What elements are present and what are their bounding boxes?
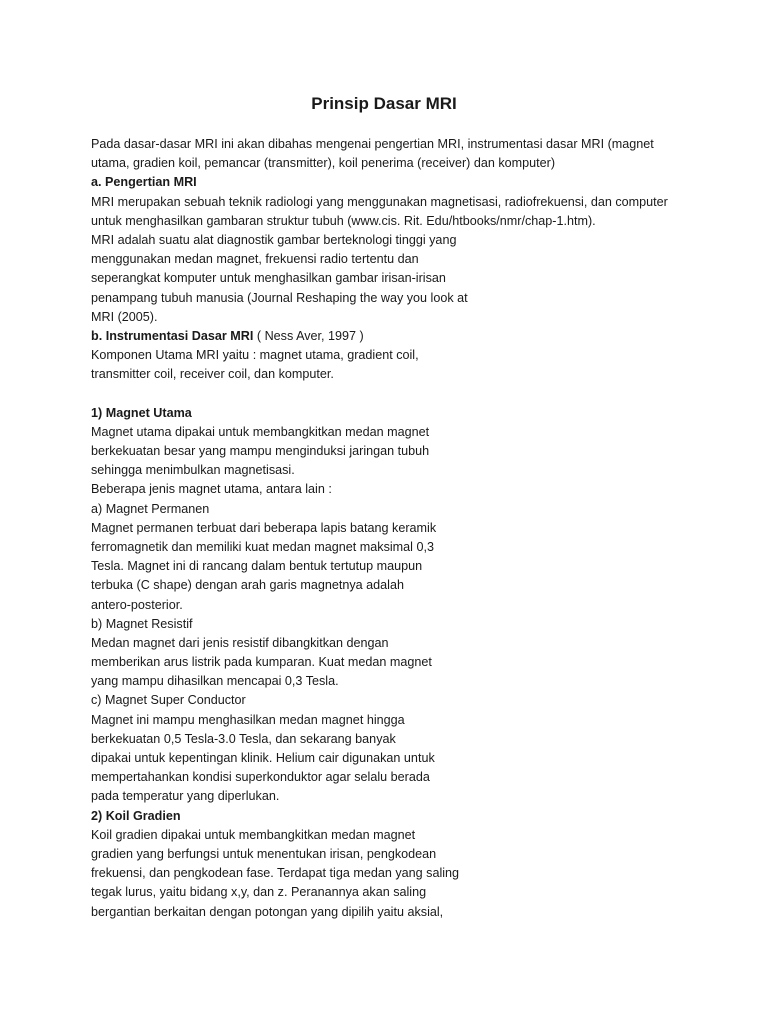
section-b-line: transmitter coil, receiver coil, dan komputer. [91, 367, 334, 382]
section-2-line: frekuensi, dan pengkodean fase. Terdapat tiga medan yang saling [91, 866, 460, 881]
document-title: Prinsip Dasar MRI [311, 94, 457, 113]
section-b-heading: b. Instrumentasi Dasar MRI [91, 328, 254, 343]
section-2-heading: 2) Koil Gradien [91, 808, 181, 823]
section-a-line: MRI (2005). [91, 309, 158, 324]
section-1-line: a) Magnet Permanen [91, 501, 210, 516]
section-a-line: MRI adalah suatu alat diagnostik gambar berteknologi tinggi yang [91, 232, 457, 247]
section-1-line: berkekuatan besar yang mampu menginduksi jaringan tubuh [91, 444, 430, 458]
section-1-line: Beberapa jenis magnet utama, antara lain : [91, 482, 332, 497]
paragraph-gap [91, 384, 731, 403]
section-a-line: untuk menghasilkan gambaran struktur tubuh (www.cis. Rit. Edu/htbooks/nmr/chap-1.htm). [91, 213, 596, 228]
section-b-heading-line [91, 327, 731, 346]
section-1-line: yang mampu dihasilkan mencapai 0,3 Tesla. [91, 674, 339, 689]
section-1-heading: 1) Magnet Utama [91, 405, 192, 420]
section-1-line: antero-posterior. [91, 597, 183, 612]
section-1-line: pada temperatur yang diperlukan. [91, 789, 280, 804]
intro-line: utama, gradien koil, pemancar (transmitter), koil penerima (receiver) dan komputer) [91, 156, 556, 171]
section-1-line: memberikan arus listrik pada kumparan. Kuat medan magnet [91, 655, 432, 670]
section-1-line: Magnet permanen terbuat dari beberapa lapis batang keramik [91, 520, 437, 535]
section-a-heading: a. Pengertian MRI [91, 175, 197, 190]
section-2-line: tegak lurus, yaitu bidang x,y, dan z. Peranannya akan saling [91, 885, 427, 900]
section-1-line: mempertahankan kondisi superkonduktor agar selalu berada [91, 770, 430, 785]
section-1-line: ferromagnetik dan memiliki kuat medan magnet maksimal 0,3 [91, 539, 434, 554]
section-2-line: bergantian berkaitan dengan potongan yang dipilih yaitu aksial, [91, 904, 444, 919]
section-a-line: menggunakan medan magnet, frekuensi radio tertentu dan [91, 252, 419, 267]
section-1-line: sehingga menimbulkan magnetisasi. [91, 463, 295, 478]
section-1-line: b) Magnet Resistif [91, 616, 193, 631]
section-2-line: Koil gradien dipakai untuk membangkitkan medan magnet [91, 827, 416, 842]
section-a-line: MRI merupakan sebuah teknik radiologi yang menggunakan magnetisasi, radiofrekuensi, dan computer [91, 194, 668, 209]
section-1-line: terbuka (C shape) dengan arah garis magnetnya adalah [91, 578, 404, 593]
intro-line: Pada dasar-dasar MRI ini akan dibahas mengenai pengertian MRI, instrumentasi dasar MRI (magnet [91, 137, 654, 151]
section-1-line: Tesla. Magnet ini di rancang dalam bentuk tertutup maupun [91, 559, 423, 574]
section-1-line: berkekuatan 0,5 Tesla-3.0 Tesla, dan sekarang banyak [91, 731, 396, 746]
section-b-citation: ( Ness Aver, 1997 ) [253, 328, 364, 343]
document-body [91, 135, 731, 922]
section-1-line: dipakai untuk kepentingan klinik. Helium cair digunakan untuk [91, 751, 435, 765]
section-a-line: seperangkat komputer untuk menghasilkan gambar irisan-irisan [91, 271, 446, 286]
section-1-line: Medan magnet dari jenis resistif dibangkitkan dengan [91, 635, 389, 650]
section-a-line: penampang tubuh manusia (Journal Reshaping the way you look at [91, 290, 468, 305]
section-2-line: gradien yang berfungsi untuk menentukan irisan, pengkodean [91, 846, 437, 861]
section-b-line: Komponen Utama MRI yaitu : magnet utama, gradient coil, [91, 348, 419, 363]
section-1-line: c) Magnet Super Conductor [91, 693, 246, 708]
section-1-line: Magnet utama dipakai untuk membangkitkan medan magnet [91, 424, 430, 439]
section-1-line: Magnet ini mampu menghasilkan medan magnet hingga [91, 712, 405, 727]
